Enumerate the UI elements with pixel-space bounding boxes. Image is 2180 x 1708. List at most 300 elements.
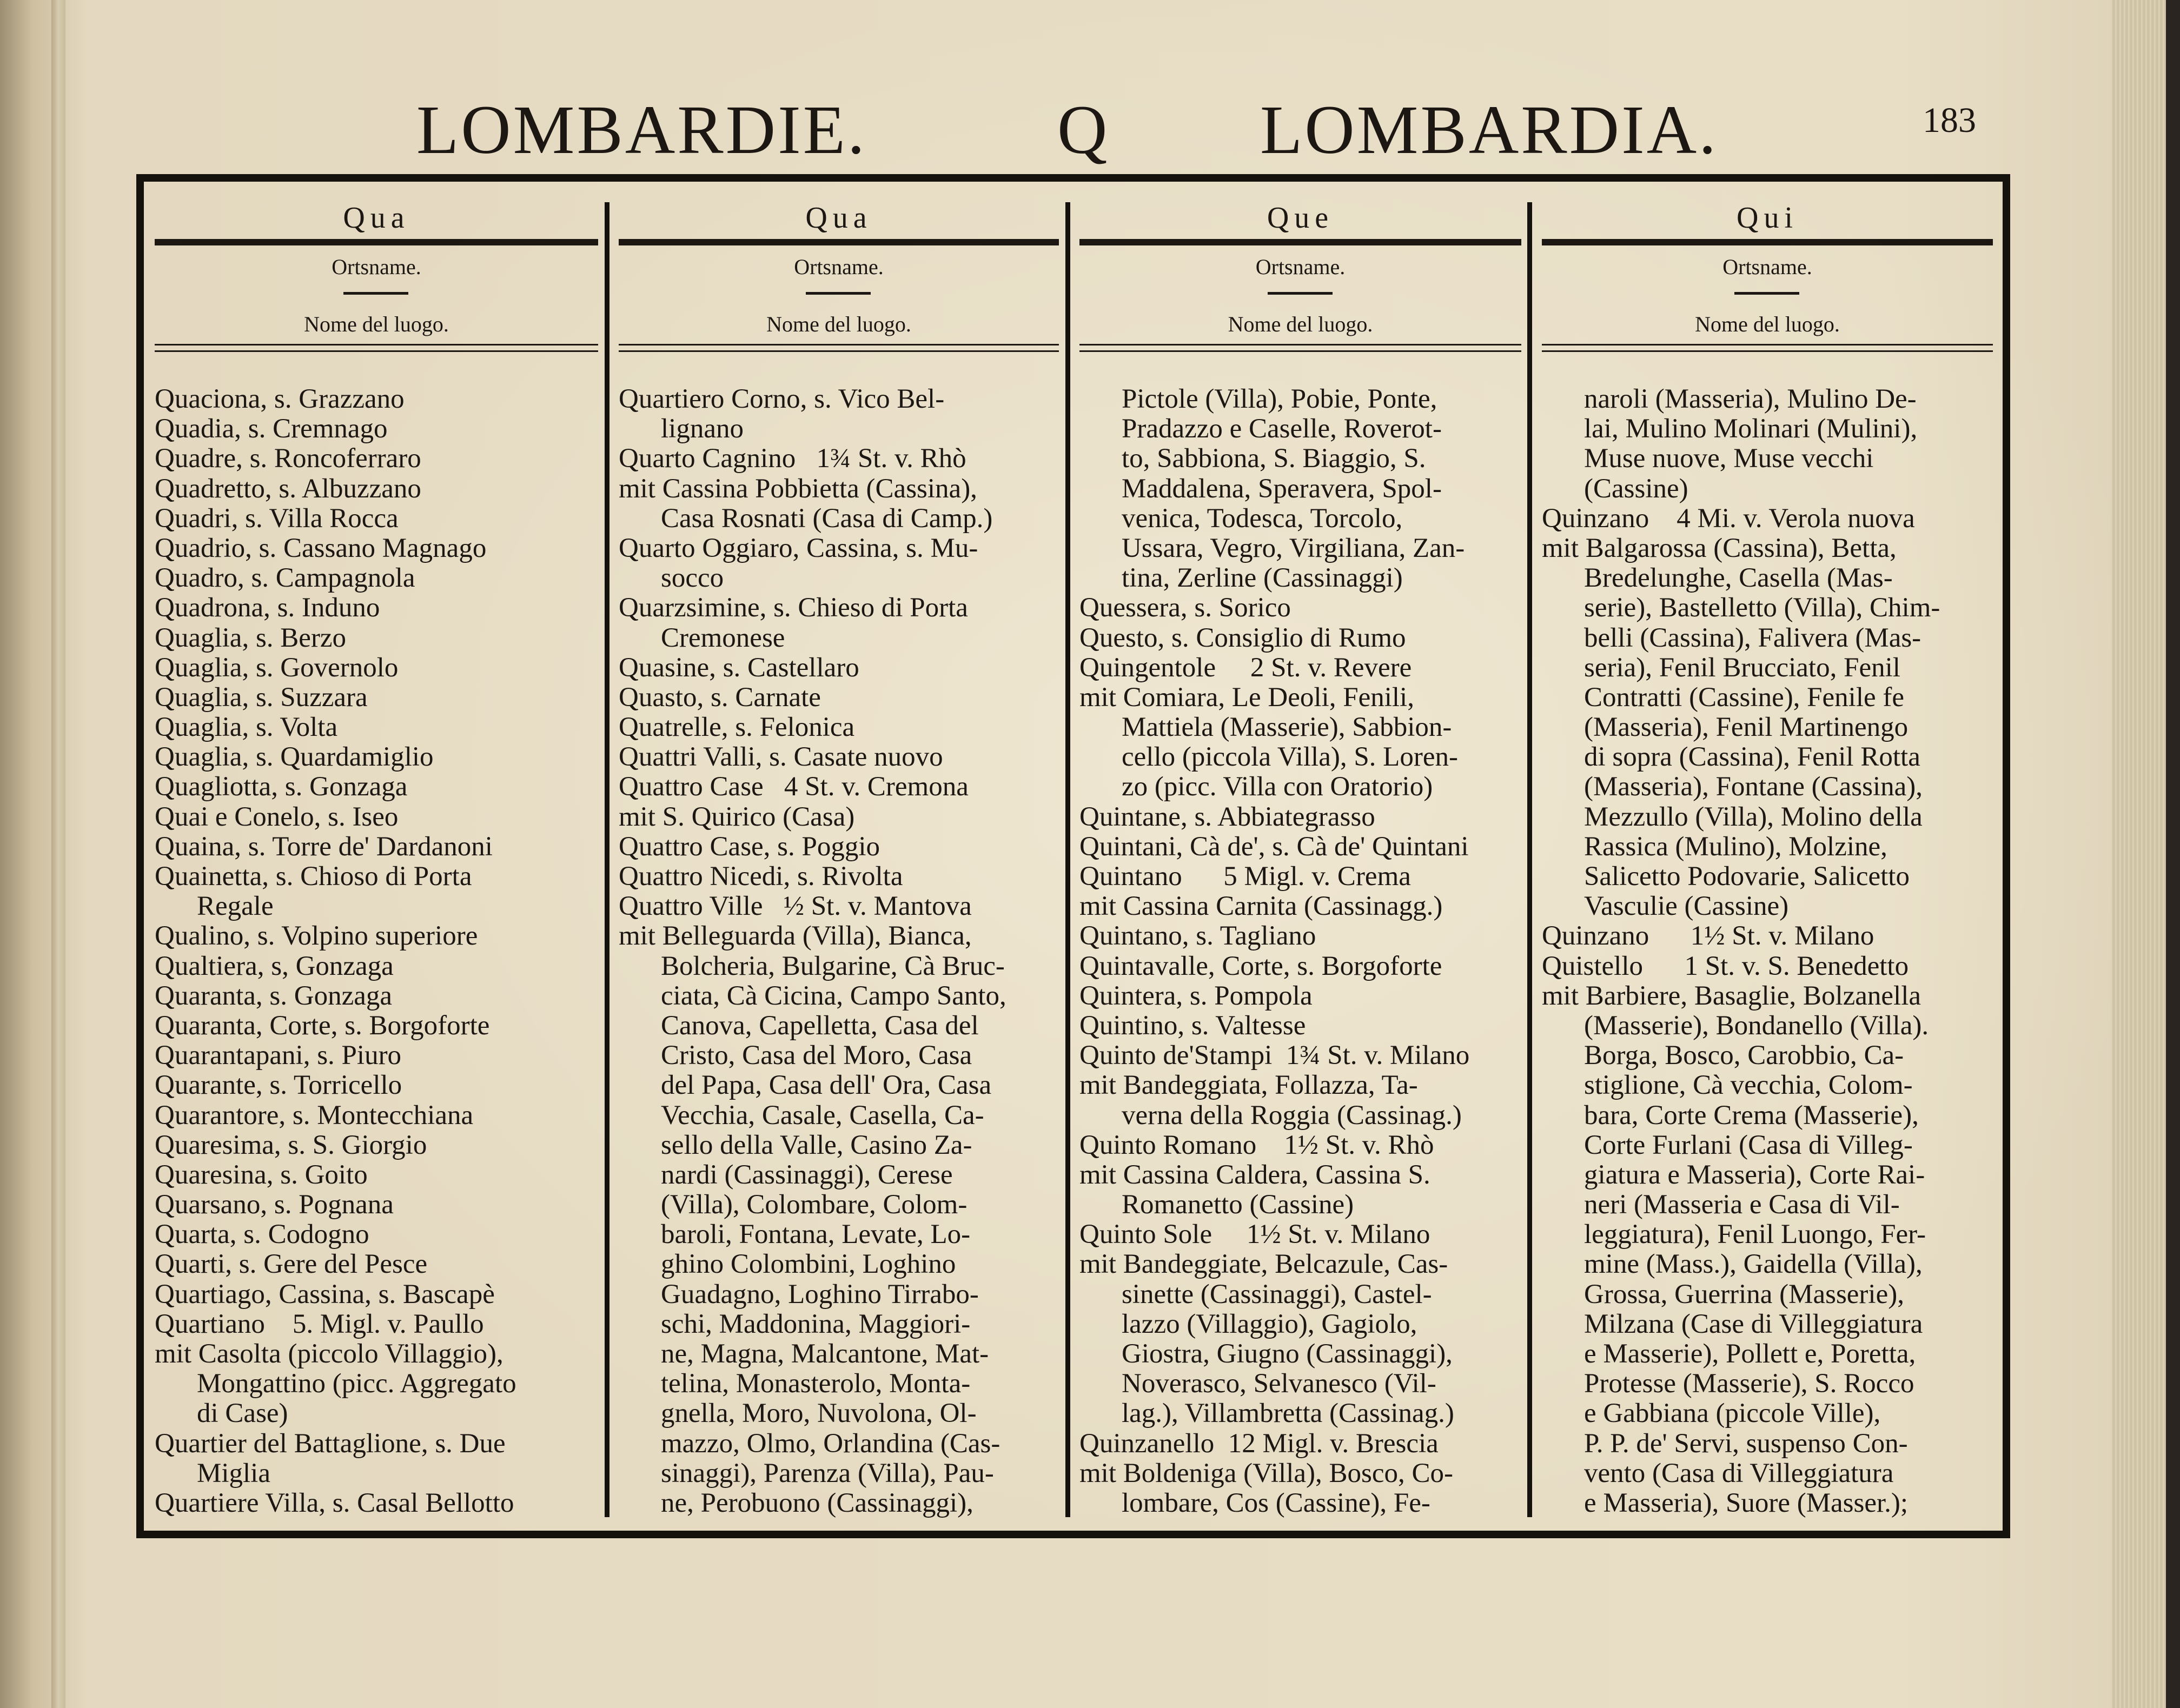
entry-text: Quartiago, Cassina, s. Bascapè bbox=[155, 1279, 495, 1310]
entry-text: Miglia bbox=[197, 1458, 270, 1488]
entry-text: Quatrelle, s. Felonica bbox=[619, 712, 855, 743]
entry-line bbox=[155, 802, 600, 832]
entry-line bbox=[1079, 623, 1523, 653]
entry-line bbox=[1542, 1459, 1995, 1488]
entry-line bbox=[619, 1488, 1061, 1518]
entry-text: Quaglia, s. Berzo bbox=[155, 622, 347, 653]
entry-line bbox=[1542, 1429, 1995, 1459]
entry-text: Quarta, s. Codogno bbox=[155, 1219, 369, 1250]
entry-line bbox=[155, 384, 600, 414]
entry-text: Quai e Conelo, s. Iseo bbox=[155, 801, 399, 832]
entry-line bbox=[1079, 1310, 1523, 1339]
entry-text: mine (Mass.), Gaidella (Villa), bbox=[1584, 1249, 1923, 1280]
column-subtitle-german: Ortsname. bbox=[332, 255, 421, 279]
entry-text: belli (Cassina), Falivera (Mas- bbox=[1584, 622, 1921, 653]
entry-text: Quarante, s. Torricello bbox=[155, 1070, 402, 1101]
entry-line bbox=[1079, 1488, 1523, 1518]
entry-text: gnella, Moro, Nuvolona, Ol- bbox=[661, 1398, 977, 1429]
entry-line bbox=[155, 1071, 600, 1100]
entry-line bbox=[155, 862, 600, 892]
entry-line bbox=[155, 1369, 600, 1399]
header-rule bbox=[619, 350, 1059, 352]
entry-text: cello (piccola Villa), S. Loren- bbox=[1122, 742, 1458, 773]
entry-line bbox=[619, 1429, 1061, 1459]
entry-text: Quinto de'Stampi 1¾ St. v. Milano bbox=[1079, 1040, 1470, 1071]
header-rule bbox=[619, 239, 1059, 245]
entry-text: vento (Casa di Villeggiatura bbox=[1584, 1458, 1894, 1488]
entry-text: schi, Maddonina, Maggiori- bbox=[661, 1308, 971, 1339]
entry-text: venica, Todesca, Torcolo, bbox=[1122, 503, 1403, 534]
entry-line bbox=[619, 1459, 1061, 1488]
entry-line bbox=[1542, 1280, 1995, 1310]
entry-text: Salicetto Podovarie, Salicetto bbox=[1584, 861, 1910, 892]
entry-line bbox=[1542, 534, 1995, 563]
entry-line bbox=[1542, 952, 1995, 981]
entry-text: Giostra, Giugno (Cassinaggi), bbox=[1122, 1339, 1453, 1369]
entry-line bbox=[155, 534, 600, 563]
entry-line bbox=[1542, 892, 1995, 921]
entry-text: lag.), Villambretta (Cassinag.) bbox=[1122, 1398, 1454, 1429]
entry-text: Cremonese bbox=[661, 622, 785, 653]
entry-text: Quarzsimine, s. Chieso di Porta bbox=[619, 593, 968, 623]
entry-line bbox=[155, 1339, 600, 1369]
entry-text: (Masseria), Fenil Martinengo bbox=[1584, 712, 1909, 743]
entry-text: telina, Monasterolo, Monta- bbox=[661, 1368, 971, 1399]
entry-line bbox=[1079, 1160, 1523, 1190]
entry-line bbox=[155, 504, 600, 534]
entry-line bbox=[619, 1041, 1061, 1071]
entry-line bbox=[619, 414, 1061, 444]
entry-text: Ussara, Vegro, Virgiliana, Zan- bbox=[1122, 533, 1465, 563]
entry-line bbox=[619, 593, 1061, 623]
entry-line bbox=[619, 1369, 1061, 1399]
entry-line bbox=[155, 1250, 600, 1279]
entry-line bbox=[619, 981, 1061, 1011]
entry-text: Muse nuove, Muse vecchi bbox=[1584, 443, 1874, 474]
entry-text: Quattri Valli, s. Casate nuovo bbox=[619, 742, 943, 773]
entry-line bbox=[155, 892, 600, 921]
entry-text: mit Barbiere, Basaglie, Bolzanella bbox=[1542, 980, 1921, 1011]
entry-text: Quaglia, s. Volta bbox=[155, 712, 338, 743]
entry-line bbox=[1079, 952, 1523, 981]
entry-text: Quintani, Cà de', s. Cà de' Quintani bbox=[1079, 831, 1469, 862]
entry-line bbox=[155, 713, 600, 742]
entry-text: Quarto Oggiaro, Cassina, s. Mu- bbox=[619, 533, 978, 563]
column-subtitle-italian: Nome del luogo. bbox=[1228, 312, 1373, 336]
entry-text: Quattro Case 4 St. v. Cremona bbox=[619, 772, 969, 802]
entry-text: zo (picc. Villa con Oratorio) bbox=[1122, 772, 1433, 802]
entry-line bbox=[1079, 772, 1523, 802]
entry-line bbox=[1542, 832, 1995, 862]
entry-text: mit Bandeggiata, Follazza, Ta- bbox=[1079, 1070, 1418, 1101]
entry-text: Milzana (Case di Villeggiatura bbox=[1584, 1308, 1923, 1339]
entry-line bbox=[1542, 921, 1995, 951]
entry-text: Corte Furlani (Casa di Villeg- bbox=[1584, 1129, 1913, 1160]
entry-line bbox=[619, 653, 1061, 683]
column-subtitle-german: Ortsname. bbox=[794, 255, 884, 279]
entry-line bbox=[619, 1101, 1061, 1131]
entry-line bbox=[1079, 802, 1523, 832]
entry-text: Quintano 5 Migl. v. Crema bbox=[1079, 861, 1411, 892]
entry-text: stiglione, Cà vecchia, Colom- bbox=[1584, 1070, 1913, 1101]
entry-line bbox=[1079, 534, 1523, 563]
entry-line bbox=[155, 1041, 600, 1071]
entry-line bbox=[155, 1488, 600, 1518]
entry-text: Quadrio, s. Cassano Magnago bbox=[155, 533, 487, 563]
entry-line bbox=[1542, 1011, 1995, 1041]
entry-text: nardi (Cassinaggi), Cerese bbox=[661, 1159, 953, 1190]
entry-line bbox=[1542, 1369, 1995, 1399]
entry-text: di sopra (Cassina), Fenil Rotta bbox=[1584, 742, 1920, 773]
entry-line bbox=[1542, 623, 1995, 653]
entry-line bbox=[1542, 1101, 1995, 1131]
entry-line bbox=[619, 623, 1061, 653]
entry-text: Quadre, s. Roncoferraro bbox=[155, 443, 421, 474]
column-4 bbox=[1531, 182, 2003, 1531]
entry-line bbox=[155, 563, 600, 593]
entry-text: Quinto Romano 1½ St. v. Rhò bbox=[1079, 1129, 1434, 1160]
entry-line bbox=[155, 444, 600, 474]
entry-text: P. P. de' Servi, suspenso Con- bbox=[1584, 1428, 1908, 1459]
entry-text: Quaresima, s. S. Giorgio bbox=[155, 1129, 427, 1160]
entry-line bbox=[1079, 981, 1523, 1011]
entry-line bbox=[1079, 474, 1523, 504]
entry-text: Romanetto (Cassine) bbox=[1122, 1189, 1354, 1220]
entry-text: Quarantapani, s. Piuro bbox=[155, 1040, 402, 1071]
entry-text: del Papa, Casa dell' Ora, Casa bbox=[661, 1070, 992, 1101]
entry-line bbox=[619, 534, 1061, 563]
entry-line bbox=[1079, 742, 1523, 772]
entry-text: naroli (Masseria), Mulino De- bbox=[1584, 384, 1917, 414]
entry-line bbox=[155, 1399, 600, 1428]
entry-text: Quadri, s. Villa Rocca bbox=[155, 503, 399, 534]
entry-text: (Masserie), Bondanello (Villa). bbox=[1584, 1010, 1929, 1041]
entry-line bbox=[155, 1310, 600, 1339]
entry-text: Protesse (Masserie), S. Rocco bbox=[1584, 1368, 1914, 1399]
entry-text: Quarsano, s. Pognana bbox=[155, 1189, 394, 1220]
entry-line bbox=[1542, 1310, 1995, 1339]
entry-text: Quaranta, s. Gonzaga bbox=[155, 980, 392, 1011]
entry-line bbox=[1542, 742, 1995, 772]
entry-line bbox=[1542, 1131, 1995, 1160]
entry-line bbox=[1542, 414, 1995, 444]
entry-text: lazzo (Villaggio), Gagiolo, bbox=[1122, 1308, 1417, 1339]
entry-text: ne, Perobuono (Cassinaggi), bbox=[661, 1487, 973, 1518]
entry-text: Bredelunghe, Casella (Mas- bbox=[1584, 563, 1893, 594]
entry-line bbox=[1079, 1280, 1523, 1310]
column-title: Qua bbox=[343, 201, 410, 235]
entry-text: Quinzanello 12 Migl. v. Brescia bbox=[1079, 1428, 1439, 1459]
entry-line bbox=[1079, 1339, 1523, 1369]
entry-line bbox=[1079, 713, 1523, 742]
entry-line bbox=[155, 742, 600, 772]
running-head-left: LOMBARDIE. bbox=[416, 91, 867, 168]
entry-text: Quadretto, s. Albuzzano bbox=[155, 473, 421, 504]
entry-line bbox=[1079, 504, 1523, 534]
entry-text: e Gabbiana (piccole Ville), bbox=[1584, 1398, 1881, 1429]
entry-text: Maddalena, Speravera, Spol- bbox=[1122, 473, 1442, 504]
entry-line bbox=[619, 1310, 1061, 1339]
entry-line bbox=[1542, 653, 1995, 683]
entry-line bbox=[619, 802, 1061, 832]
entry-line bbox=[1079, 414, 1523, 444]
entry-line bbox=[1542, 1250, 1995, 1279]
entry-text: bara, Corte Crema (Masserie), bbox=[1584, 1100, 1919, 1131]
entry-text: ne, Magna, Malcantone, Mat- bbox=[661, 1339, 989, 1369]
entry-line bbox=[155, 981, 600, 1011]
entry-text: Quaranta, Corte, s. Borgoforte bbox=[155, 1010, 490, 1041]
entry-text: neri (Masseria e Casa di Vil- bbox=[1584, 1189, 1900, 1220]
entry-text: Quadro, s. Campagnola bbox=[155, 563, 415, 594]
entry-line bbox=[155, 474, 600, 504]
entry-line bbox=[619, 1399, 1061, 1428]
entry-text: giatura e Masseria), Corte Rai- bbox=[1584, 1159, 1925, 1190]
entry-line bbox=[155, 593, 600, 623]
entry-line bbox=[155, 1280, 600, 1310]
entry-line bbox=[619, 772, 1061, 802]
entry-text: Questo, s. Consiglio di Rumo bbox=[1079, 622, 1406, 653]
entry-text: tina, Zerline (Cassinaggi) bbox=[1122, 563, 1403, 594]
column-3 bbox=[1069, 182, 1531, 1531]
entry-text: Quartier del Battaglione, s. Due bbox=[155, 1428, 506, 1459]
entry-text: baroli, Fontana, Levate, Lo- bbox=[661, 1219, 971, 1250]
entry-line bbox=[619, 892, 1061, 921]
entry-line bbox=[619, 384, 1061, 414]
entry-line bbox=[155, 952, 600, 981]
header-rule bbox=[155, 350, 598, 352]
page-edges bbox=[2112, 0, 2166, 1708]
entry-line bbox=[1079, 921, 1523, 951]
entry-text: Quaciona, s. Grazzano bbox=[155, 384, 405, 414]
entry-line bbox=[155, 414, 600, 444]
entry-text: Quarti, s. Gere del Pesce bbox=[155, 1249, 428, 1280]
entry-text: Casa Rosnati (Casa di Camp.) bbox=[661, 503, 993, 534]
entry-text: Quadia, s. Cremnago bbox=[155, 414, 388, 444]
entry-text: lignano bbox=[661, 414, 744, 444]
entry-line bbox=[1542, 384, 1995, 414]
entry-text: e Masseria), Suore (Masser.); bbox=[1584, 1487, 1909, 1518]
entry-line bbox=[1079, 1250, 1523, 1279]
entry-text: Quattro Nicedi, s. Rivolta bbox=[619, 861, 903, 892]
entry-text: socco bbox=[661, 563, 724, 594]
column-2 bbox=[608, 182, 1069, 1531]
entry-text: mit S. Quirico (Casa) bbox=[619, 801, 855, 832]
entry-line bbox=[1542, 1160, 1995, 1190]
entry-text: Mongattino (picc. Aggregato bbox=[197, 1368, 516, 1399]
entry-text: Cristo, Casa del Moro, Casa bbox=[661, 1040, 972, 1071]
entry-text: Quarto Cagnino 1¾ St. v. Rhò bbox=[619, 443, 966, 474]
entry-line bbox=[155, 1160, 600, 1190]
entry-line bbox=[1542, 802, 1995, 832]
column-subtitle-italian: Nome del luogo. bbox=[304, 312, 449, 336]
entry-text: mit Cassina Caldera, Cassina S. bbox=[1079, 1159, 1430, 1190]
entry-line bbox=[1542, 593, 1995, 623]
column-title: Qua bbox=[805, 201, 872, 235]
column-title: Qui bbox=[1737, 201, 1798, 235]
entry-line bbox=[619, 1071, 1061, 1100]
entry-line bbox=[619, 1250, 1061, 1279]
entry-line bbox=[619, 1220, 1061, 1250]
entry-text: Quaina, s. Torre de' Dardanoni bbox=[155, 831, 493, 862]
entry-text: sinette (Cassinaggi), Castel- bbox=[1122, 1279, 1432, 1310]
column-subtitle-german: Ortsname. bbox=[1722, 255, 1812, 279]
entry-line bbox=[619, 921, 1061, 951]
entry-text: Bolcheria, Bulgarine, Cà Bruc- bbox=[661, 951, 1005, 981]
entry-line bbox=[1079, 683, 1523, 713]
entry-line bbox=[1542, 504, 1995, 534]
entry-line bbox=[1079, 1399, 1523, 1428]
header-rule bbox=[1079, 239, 1521, 245]
page-number: 183 bbox=[1923, 101, 1976, 140]
entry-text: Quartiano 5. Migl. v. Paullo bbox=[155, 1308, 484, 1339]
entry-line bbox=[619, 832, 1061, 862]
entry-text: Qualtiera, s, Gonzaga bbox=[155, 951, 394, 981]
entry-line bbox=[1079, 1131, 1523, 1160]
entry-line bbox=[1542, 862, 1995, 892]
entry-line bbox=[1079, 1041, 1523, 1071]
entry-text: Borga, Bosco, Carobbio, Ca- bbox=[1584, 1040, 1904, 1071]
entry-list bbox=[619, 384, 1061, 1518]
entry-text: Quasine, s. Castellaro bbox=[619, 652, 859, 683]
entry-line bbox=[1079, 892, 1523, 921]
entry-text: Quessera, s. Sorico bbox=[1079, 593, 1291, 623]
entry-text: ciata, Cà Cicina, Campo Santo, bbox=[661, 980, 1006, 1011]
entry-text: Quadrona, s. Induno bbox=[155, 593, 380, 623]
entry-text: Quintano, s. Tagliano bbox=[1079, 921, 1316, 952]
entry-line bbox=[619, 474, 1061, 504]
entry-text: Canova, Capelletta, Casa del bbox=[661, 1010, 979, 1041]
entry-line bbox=[1079, 1011, 1523, 1041]
entry-line bbox=[155, 683, 600, 713]
entry-line bbox=[1542, 1041, 1995, 1071]
entry-text: Quaglia, s. Quardamiglio bbox=[155, 742, 434, 773]
header-rule bbox=[1079, 350, 1521, 352]
entry-line bbox=[155, 623, 600, 653]
entry-line bbox=[1542, 1399, 1995, 1428]
entry-line bbox=[1079, 1190, 1523, 1220]
entry-text: mit Comiara, Le Deoli, Fenili, bbox=[1079, 682, 1414, 713]
entry-text: Rassica (Mulino), Molzine, bbox=[1584, 831, 1887, 862]
entry-line bbox=[619, 952, 1061, 981]
entry-text: mit Balgarossa (Cassina), Betta, bbox=[1542, 533, 1897, 563]
entry-text: Contratti (Cassine), Fenile fe bbox=[1584, 682, 1905, 713]
entry-line bbox=[619, 1160, 1061, 1190]
entry-line bbox=[619, 444, 1061, 474]
entry-text: Regale bbox=[197, 891, 274, 922]
entry-line bbox=[1542, 1220, 1995, 1250]
header-short-rule bbox=[1268, 292, 1333, 295]
entry-line bbox=[1542, 1190, 1995, 1220]
entry-line bbox=[619, 1339, 1061, 1369]
header-short-rule bbox=[343, 292, 408, 295]
entry-text: Mattiela (Masserie), Sabbion- bbox=[1122, 712, 1452, 743]
entry-line bbox=[1542, 474, 1995, 504]
column-subtitle-italian: Nome del luogo. bbox=[766, 312, 911, 336]
entry-line bbox=[619, 862, 1061, 892]
entry-text: Qualino, s. Volpino superiore bbox=[155, 921, 478, 952]
entry-text: mit Cassina Carnita (Cassinagg.) bbox=[1079, 891, 1443, 922]
header-rule bbox=[155, 239, 598, 245]
entry-text: Quinzano 1½ St. v. Milano bbox=[1542, 921, 1874, 952]
entry-line bbox=[619, 1280, 1061, 1310]
entry-text: Guadagno, Loghino Tirrabo- bbox=[661, 1279, 979, 1310]
entry-line bbox=[1079, 1369, 1523, 1399]
column-1 bbox=[144, 182, 608, 1531]
entry-line bbox=[619, 1131, 1061, 1160]
entry-line bbox=[1079, 384, 1523, 414]
entry-text: mit Cassina Pobbietta (Cassina), bbox=[619, 473, 977, 504]
entry-line bbox=[1542, 772, 1995, 802]
entry-text: Pictole (Villa), Pobie, Ponte, bbox=[1122, 384, 1437, 414]
entry-text: mit Belleguarda (Villa), Bianca, bbox=[619, 921, 972, 952]
entry-text: Pradazzo e Caselle, Roverot- bbox=[1122, 414, 1442, 444]
running-head-center: Q bbox=[1057, 91, 1110, 168]
entry-text: Mezzullo (Villa), Molino della bbox=[1584, 801, 1923, 832]
entry-text: Quistello 1 St. v. S. Benedetto bbox=[1542, 951, 1909, 981]
header-rule bbox=[155, 344, 598, 345]
entry-text: Quasto, s. Carnate bbox=[619, 682, 821, 713]
entry-line bbox=[1079, 1459, 1523, 1488]
entry-line bbox=[1079, 832, 1523, 862]
entry-line bbox=[1542, 444, 1995, 474]
header-rule bbox=[1542, 239, 1993, 245]
entry-text: (Cassine) bbox=[1584, 473, 1688, 504]
entry-line bbox=[1542, 563, 1995, 593]
entry-line bbox=[619, 742, 1061, 772]
entry-line bbox=[1542, 1339, 1995, 1369]
entry-text: Quintavalle, Corte, s. Borgoforte bbox=[1079, 951, 1442, 981]
entry-line bbox=[1079, 1429, 1523, 1459]
header-rule bbox=[1542, 344, 1993, 345]
book-gutter bbox=[51, 0, 65, 1708]
entry-text: Noverasco, Selvanesco (Vil- bbox=[1122, 1368, 1436, 1399]
entry-text: Quattro Ville ½ St. v. Mantova bbox=[619, 891, 972, 922]
column-subtitle-italian: Nome del luogo. bbox=[1695, 312, 1840, 336]
column-title: Que bbox=[1267, 201, 1334, 235]
entry-text: lai, Mulino Molinari (Mulini), bbox=[1584, 414, 1918, 444]
entry-text: ghino Colombini, Loghino bbox=[661, 1249, 956, 1280]
header-rule bbox=[1079, 344, 1521, 345]
entry-text: Quartiere Villa, s. Casal Bellotto bbox=[155, 1487, 514, 1518]
table-frame bbox=[136, 174, 2010, 1538]
entry-text: Quarantore, s. Montecchiana bbox=[155, 1100, 474, 1131]
entry-line bbox=[619, 683, 1061, 713]
entry-line bbox=[155, 1459, 600, 1488]
entry-text: Quintino, s. Valtesse bbox=[1079, 1010, 1306, 1041]
column-subtitle-german: Ortsname. bbox=[1255, 255, 1346, 279]
entry-text: Quinzano 4 Mi. v. Verola nuova bbox=[1542, 503, 1915, 534]
entry-list bbox=[1079, 384, 1523, 1518]
entry-line bbox=[619, 1190, 1061, 1220]
header-rule bbox=[619, 344, 1059, 345]
entry-line bbox=[1079, 1071, 1523, 1100]
entry-line bbox=[1542, 1071, 1995, 1100]
entry-line bbox=[619, 504, 1061, 534]
entry-text: lombare, Cos (Cassine), Fe- bbox=[1122, 1487, 1430, 1518]
entry-text: Quaglia, s. Suzzara bbox=[155, 682, 368, 713]
entry-line bbox=[619, 713, 1061, 742]
entry-text: Quartiero Corno, s. Vico Bel- bbox=[619, 384, 945, 414]
entry-line bbox=[155, 1429, 600, 1459]
entry-text: sello della Valle, Casino Za- bbox=[661, 1129, 972, 1160]
entry-line bbox=[155, 1220, 600, 1250]
entry-text: Quaglia, s. Governolo bbox=[155, 652, 399, 683]
entry-line bbox=[155, 1101, 600, 1131]
entry-text: verna della Roggia (Cassinag.) bbox=[1122, 1100, 1462, 1131]
header-short-rule bbox=[806, 292, 871, 295]
entry-list bbox=[155, 384, 600, 1518]
entry-text: mit Boldeniga (Villa), Bosco, Co- bbox=[1079, 1458, 1454, 1488]
